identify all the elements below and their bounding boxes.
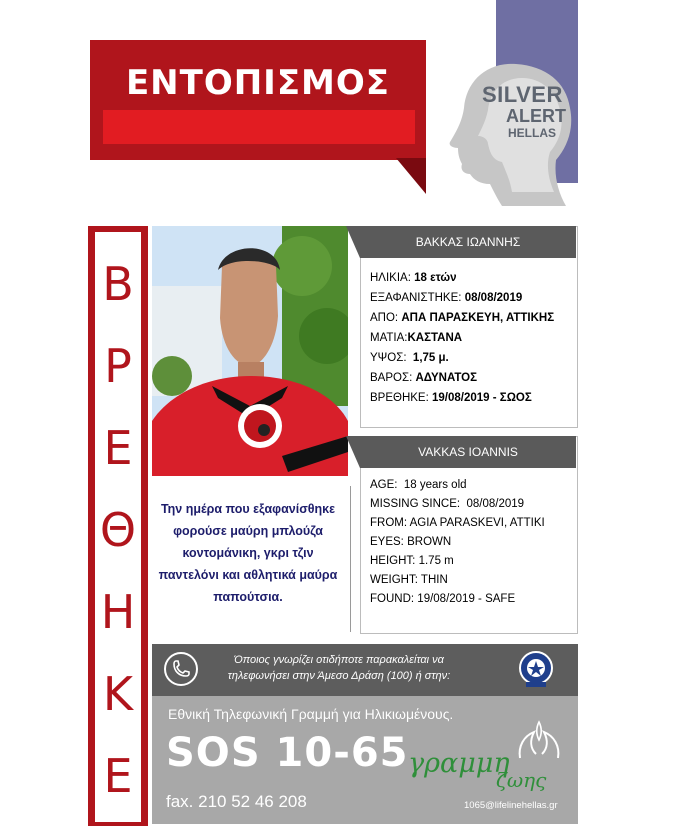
brand-script: ζωης bbox=[496, 768, 547, 792]
call-line: τηλεφωνήσει στην Άμεσο Δράση (100) ή στην: bbox=[227, 670, 451, 682]
info-row-eyes: ΜΑΤΙΑ:ΚΑΣΤΑΝΑ bbox=[370, 332, 463, 344]
fax-number: fax. 210 52 46 208 bbox=[166, 792, 307, 811]
description-line: Την ημέρα που εξαφανίσθηκε bbox=[160, 502, 336, 516]
info-row-eyes: EYES: BROWN bbox=[370, 536, 452, 548]
person-photo bbox=[152, 226, 348, 476]
info-row-height: HEIGHT: 1.75 m bbox=[370, 555, 454, 567]
page-title: ΕΝΤΟΠΙΣΜΟΣ bbox=[125, 63, 391, 103]
info-row-found: ΒΡΕΘΗΚΕ: 19/08/2019 - ΣΩΟΣ bbox=[370, 392, 532, 404]
call-instructions bbox=[204, 652, 474, 684]
sos-number[interactable]: SOS 10-65 bbox=[166, 730, 409, 776]
info-row-missing: ΕΞΑΦΑΝΙΣΤΗΚΕ: 08/08/2019 bbox=[370, 292, 523, 304]
info-row-weight: WEIGHT: THIN bbox=[370, 574, 448, 586]
divider bbox=[350, 486, 351, 632]
greek-info-rows bbox=[370, 268, 576, 408]
hotline-label: Εθνική Τηλεφωνική Γραμμή για Ηλικιωμένους. bbox=[168, 706, 454, 722]
status-letter: Ε bbox=[103, 421, 133, 475]
info-row-age: AGE: 18 years old bbox=[370, 479, 467, 491]
header-accent-bar bbox=[103, 110, 415, 144]
description-line: κοντομάνικη, γκρι τζιν bbox=[182, 546, 314, 560]
info-row-age: ΗΛΙΚΙΑ: 18 ετών bbox=[370, 272, 457, 284]
info-row-from: FROM: AGIA PARASKEVI, ATTIKI bbox=[370, 517, 545, 529]
logo-text-hellas: HELLAS bbox=[508, 126, 556, 140]
english-name-header: VAKKAS IOANNIS bbox=[360, 436, 576, 468]
brand-text bbox=[408, 748, 510, 779]
status-letter: Ε bbox=[103, 749, 133, 803]
email-link[interactable]: 1065@lifelinehellas.gr bbox=[464, 800, 558, 811]
panel-tab bbox=[346, 436, 360, 468]
banner-fold bbox=[396, 158, 426, 194]
info-row-missing: MISSING SINCE: 08/08/2019 bbox=[370, 498, 525, 510]
info-row-weight: ΒΑΡΟΣ: ΑΔΥΝΑΤΟΣ bbox=[370, 372, 477, 384]
description-line: παντελόνι και αθλητικά μαύρα bbox=[158, 568, 338, 582]
greek-name-header: ΒΑΚΚΑΣ ΙΩΑΝΝΗΣ bbox=[360, 226, 576, 258]
logo-text-alert: ALERT bbox=[506, 106, 566, 126]
clothing-description bbox=[155, 498, 341, 638]
description-line: παπούτσια. bbox=[213, 590, 283, 604]
info-row-height: ΥΨΟΣ: 1,75 μ. bbox=[370, 352, 449, 364]
status-letter: Θ bbox=[99, 503, 137, 557]
phone-icon bbox=[164, 652, 198, 686]
info-row-found: FOUND: 19/08/2019 - SAFE bbox=[370, 593, 516, 605]
description-line: φορούσε μαύρη μπλούζα bbox=[173, 524, 323, 538]
brand-line: γραμμη bbox=[408, 748, 510, 779]
status-letter: Β bbox=[102, 257, 134, 311]
panel-tab bbox=[346, 226, 360, 258]
status-letter: Ρ bbox=[104, 339, 132, 393]
hands-logo-icon bbox=[514, 718, 564, 764]
info-row-from: ΑΠΟ: ΑΠΑ ΠΑΡΑΣΚΕΥΗ, ΑΤΤΙΚΗΣ bbox=[370, 312, 555, 324]
logo-text-silver: SILVER bbox=[482, 82, 563, 107]
police-badge-icon bbox=[518, 650, 554, 688]
call-line: Όποιος γνωρίζει οτιδήποτε παρακαλείται να bbox=[234, 654, 444, 666]
english-info-rows bbox=[370, 476, 576, 609]
status-letter: Κ bbox=[102, 667, 134, 721]
status-letter: Η bbox=[100, 585, 136, 639]
